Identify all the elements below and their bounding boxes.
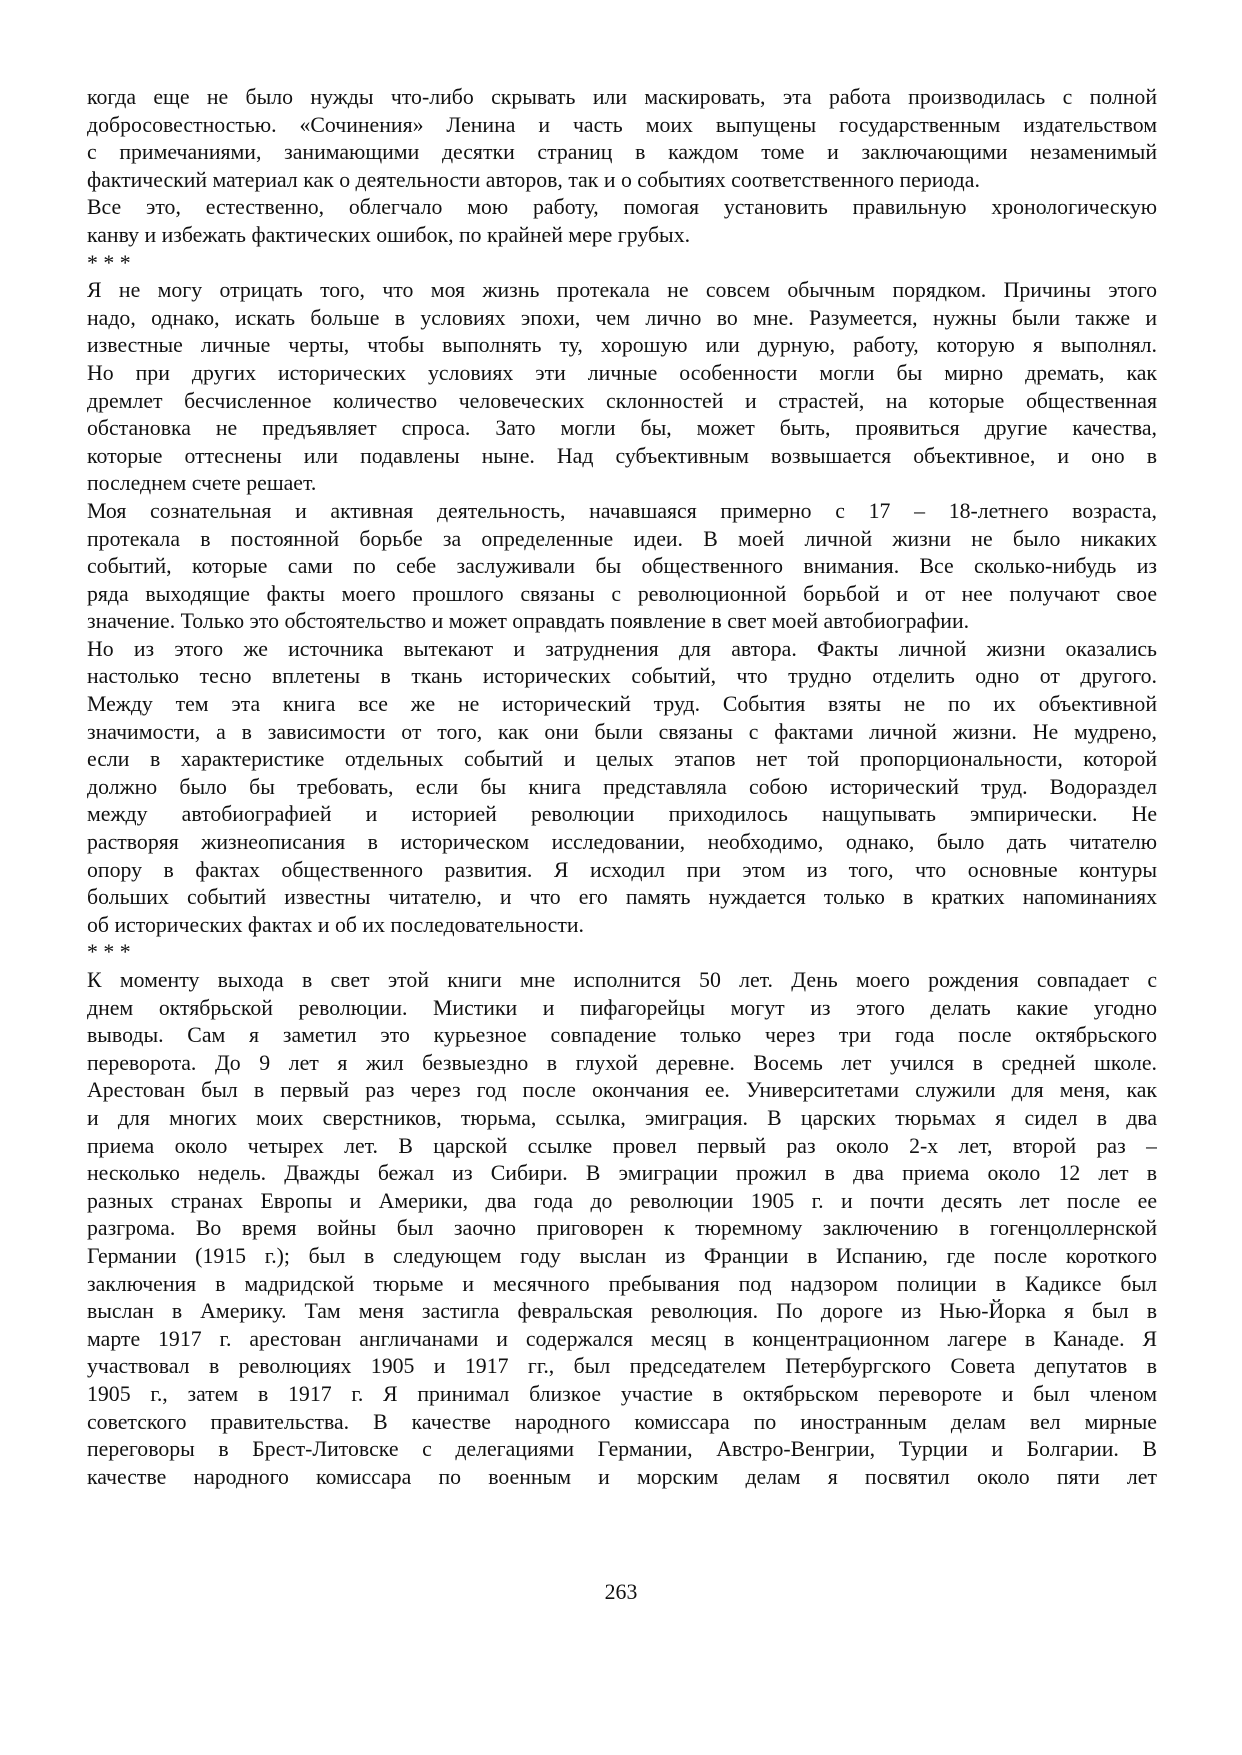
section-separator: * * * bbox=[87, 250, 131, 275]
text-line: Между тем эта книга все же не исторический труд. События взяты не по их объективной bbox=[87, 692, 1157, 717]
text-line: обстановка не предъявляет спроса. Зато могли бы, может быть, проявиться другие качества, bbox=[87, 416, 1157, 441]
text-line: К моменту выхода в свет этой книги мне исполнится 50 лет. День моего рождения совпадает с bbox=[87, 968, 1157, 992]
paragraph bbox=[87, 967, 1157, 1491]
text-line: если в характеристике отдельных событий и целых этапов нет той пропорциональности, которой bbox=[87, 747, 1157, 772]
text-line: переговоры в Брест-Литовске с делегациями Германии, Австро-Венгрии, Турции и Болгарии. В bbox=[87, 1437, 1157, 1462]
text-line: растворяя жизнеописания в историческом исследовании, необходимо, однако, было дать читателю bbox=[87, 830, 1157, 855]
text-line: между автобиографией и историей революции приходилось нащупывать эмпирически. Не bbox=[87, 802, 1157, 827]
text-line: Моя сознательная и активная деятельность, начавшаяся примерно с 17 – 18-летнего возраста, bbox=[87, 498, 1157, 523]
text-line: Но из этого же источника вытекают и затруднения для автора. Факты личной жизни оказались bbox=[87, 636, 1157, 661]
text-line: добросовестностью. «Сочинения» Ленина и часть моих выпущены государственным издательством bbox=[87, 112, 1157, 137]
text-line: заключения в мадридской тюрьме и месячного пребывания под надзором полиции в Кадиксе был bbox=[87, 1271, 1157, 1296]
text-line: Арестован был в первый раз через год после окончания ее. Университетами служили для меня, как bbox=[87, 1078, 1157, 1103]
text-line: известные личные черты, чтобы выполнять ту, хорошую или дурную, работу, которую я выполнял. bbox=[87, 333, 1157, 358]
text-line: выслан в Америку. Там меня застигла февральская революция. По дороге из Нью-Йорка я был в bbox=[87, 1299, 1157, 1324]
text-line: которые оттеснены или подавлены ныне. Над субъективным возвышается объективное, и оно в bbox=[87, 443, 1157, 468]
text-line: надо, однако, искать больше в условиях эпохи, чем лично во мне. Разумеется, нужны были также и bbox=[87, 305, 1157, 330]
text-line: фактический материал как о деятельности авторов, так и о событиях соответственного периода. bbox=[87, 167, 980, 192]
text-line: разных странах Европы и Америки, два года до революции 1905 г. и почти десять лет после ее bbox=[87, 1188, 1157, 1213]
text-line: Германии (1915 г.); был в следующем году выслан из Франции в Испанию, где после короткого bbox=[87, 1243, 1157, 1268]
text-line: протекала в постоянной борьбе за определенные идеи. В моей личной жизни не было никаких bbox=[87, 526, 1157, 551]
text-line: с примечаниями, занимающими десятки страниц в каждом томе и заключающими незаменимый bbox=[87, 140, 1157, 165]
text-line: канву и избежать фактических ошибок, по крайней мере грубых. bbox=[87, 222, 691, 247]
text-line: выводы. Сам я заметил это курьезное совпадение только через три года после октябрьского bbox=[87, 1023, 1157, 1048]
text-line: опору в фактах общественного развития. Я исходил при этом из того, что основные контуры bbox=[87, 857, 1157, 882]
text-line: ряда выходящие факты моего прошлого связаны с революционной борьбой и от нее получают свое bbox=[87, 581, 1157, 606]
text-line: об исторических фактах и об их последовательности. bbox=[87, 912, 584, 937]
text-line: Все это, естественно, облегчало мою работу, помогая установить правильную хронологическую bbox=[87, 195, 1157, 220]
text-line: Я не могу отрицать того, что моя жизнь протекала не совсем обычным порядком. Причины этого bbox=[87, 278, 1157, 303]
text-line: переворота. До 9 лет я жил безвыездно в глухой деревне. Восемь лет учился в средней школе. bbox=[87, 1050, 1157, 1075]
text-line: настолько тесно вплетены в ткань исторических событий, что трудно отделить одно от другого. bbox=[87, 664, 1157, 689]
text-line: дремлет бесчисленное количество человеческих склонностей и страстей, на которые общественная bbox=[87, 388, 1157, 413]
text-line: последнем счете решает. bbox=[87, 471, 317, 496]
text-line: разгрома. Во время войны был заочно приговорен к тюремному заключению в гогенцоллернской bbox=[87, 1216, 1157, 1241]
text-line: участвовал в революциях 1905 и 1917 гг., был председателем Петербургского Совета депутатов в bbox=[87, 1354, 1157, 1379]
text-line: марте 1917 г. арестован англичанами и содержался месяц в концентрационном лагере в Канаде. Я bbox=[87, 1326, 1157, 1351]
text-line: значение. Только это обстоятельство и может оправдать появление в свет моей автобиографии. bbox=[87, 609, 970, 634]
paragraph bbox=[87, 636, 1157, 940]
text-line: советского правительства. В качестве народного комиссара по иностранным делам вел мирные bbox=[87, 1409, 1157, 1434]
section-separator: * * * bbox=[87, 940, 131, 965]
text-line: качестве народного комиссара по военным и морским делам я посвятил около пяти лет bbox=[87, 1464, 1157, 1489]
text-line: больших событий известны читателю, и что его память нуждается только в кратких напоминаниях bbox=[87, 885, 1157, 910]
text-line: и для многих моих сверстников, тюрьма, ссылка, эмиграция. В царских тюрьмах я сидел в два bbox=[87, 1105, 1157, 1130]
text-line: приема около четырех лет. В царской ссылке провел первый раз около 2-х лет, второй раз – bbox=[87, 1133, 1157, 1158]
text-line: несколько недель. Дважды бежал из Сибири. В эмиграции прожил в два приема около 12 лет в bbox=[87, 1161, 1157, 1186]
text-line: значимости, а в зависимости от того, как они были связаны с фактами личной жизни. Не мудрено, bbox=[87, 719, 1157, 744]
text-line: Но при других исторических условиях эти личные особенности могли бы мирно дремать, как bbox=[87, 360, 1157, 385]
paragraph bbox=[87, 498, 1157, 636]
paragraph bbox=[87, 194, 1157, 249]
page-text-body bbox=[87, 84, 1157, 1491]
text-line: днем октябрьской революции. Мистики и пифагорейцы могут из этого делать какие угодно bbox=[87, 995, 1157, 1020]
paragraph bbox=[87, 277, 1157, 498]
paragraph bbox=[87, 84, 1157, 194]
text-line: событий, которые сами по себе заслуживали бы общественного внимания. Все сколько-нибудь из bbox=[87, 554, 1157, 579]
text-line: 1905 г., затем в 1917 г. Я принимал близкое участие в октябрьском перевороте и был членом bbox=[87, 1381, 1157, 1406]
page-number: 263 bbox=[604, 1580, 638, 1604]
text-line: когда еще не было нужды что-либо скрывать или маскировать, эта работа производилась с полной bbox=[87, 85, 1157, 109]
text-line: должно было бы требовать, если бы книга представляла собою исторический труд. Водораздел bbox=[87, 774, 1157, 799]
